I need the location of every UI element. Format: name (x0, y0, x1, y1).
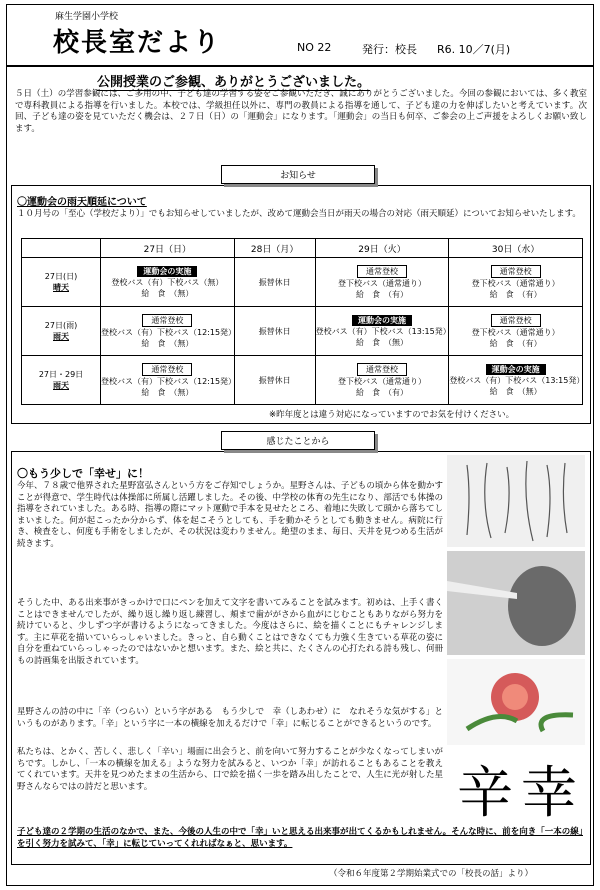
portrait-photo (447, 551, 585, 655)
essay-closing: 子ども達の２学期の生活のなかで、また、今後の人生の中で「幸」いと思える出来事が出てくるかもしれません。そんな時に、前を向き「一本の線」を引く努力を試みて、「幸」に転じていってくれればなぁと、思います。 (17, 827, 583, 849)
notice-label: お知らせ (221, 165, 375, 184)
row-header: 27日(日) 晴天 (22, 258, 101, 307)
intro-paragraph: ５日（土）の学習参観には、ご多用の中、子ども達の学習する姿をご参観いただき、誠にありがとうございました。今回の参観においては、多く教室で専科教員による指導を行いました。本校では、学級担任以外に、専門の教員による指導を通して、子ども達の力を伸ばしたいと考えています。次回、子ども達の姿を見ていただく機会は、２７日（日）の「運動会」になります。「運動会」の当日も何卒、ご参会の上ご声援をよろしくお願い致します。 (15, 89, 587, 134)
essay-paragraph-1: 今年、７８歳で他界された星野富弘さんという方をご存知でしょうか。星野さんは、子どもの頃から体を動かすことが得意で、学生時代は体操部に所属し活躍しました。その後、中学校の体育の先生になり、部活でも体操の指導をされていました。ある時、指導の際にマット運動で手本を見せたところ、着地に失敗して頭から落ちてしまいました。何が起こったか分からず、体を起こそうとしても、手を動かそうとしても動きません。病院に行き、検査をし、何度も手術をしましたが、その状況は変わりません。絶望のまま、毎日、天井を見つめる生活が続きます。 (17, 481, 443, 549)
essay-title: 〇もう少しで「幸せ」に！ (17, 467, 149, 480)
notice-subtitle: 〇運動会の雨天順延について (17, 197, 147, 208)
newsletter-page (6, 4, 594, 886)
schedule-cell: 振替休日 (234, 356, 315, 405)
notice-text: １０月号の「至心（学校だより）」でもお知らせしていましたが、改めて運動会当日が雨天の場合の対応（雨天順延）についてお知らせいたします。 (17, 209, 581, 219)
schedule-cell: 通常登校 登下校バス（通常通り） 給 食 （有） (315, 258, 449, 307)
schedule-cell: 振替休日 (234, 307, 315, 356)
schedule-cell: 通常登校 登下校バス（通常通り） 給 食 （有） (449, 307, 583, 356)
school-name: 麻生学園小学校 (55, 12, 119, 22)
handwriting-sketch (447, 455, 585, 547)
row-header: 27日(雨) 雨天 (22, 307, 101, 356)
schedule-cell: 通常登校 登校バス（有）下校バス（12:15発） 給 食 （無） (101, 356, 235, 405)
schedule-cell: 通常登校 登下校バス（通常通り） 給 食 （有） (315, 356, 449, 405)
schedule-cell: 振替休日 (234, 258, 315, 307)
headline: 公開授業のご参観、ありがとうございました。 (97, 71, 370, 91)
col-header: 29日（火） (315, 239, 449, 258)
essay-source: （令和６年度第２学期始業式での「校長の話」より） (329, 869, 534, 879)
rain-schedule-table (21, 238, 583, 405)
notice-footnote: ※昨年度とは違う対応になっていますのでお気を付けください。 (269, 410, 515, 420)
publisher: 発行：校長 (362, 43, 417, 56)
row-header: 27日・29日 雨天 (22, 356, 101, 405)
issue-date: R6. 10／7(月) (437, 43, 511, 56)
schedule-cell: 通常登校 登下校バス（通常通り） 給 食 （有） (449, 258, 583, 307)
schedule-cell: 運動会の実施 登校バス（有）下校バス（無） 給 食 （無） (101, 258, 235, 307)
essay-paragraph-2: そうした中、ある出来事がきっかけで口にペンを加えて文字を書いてみることを試みます。初めは、上手く書くことはできませんでしたが、繰り返し繰り返し練習し、頬まで歯ががさから血がにじむこともありながら努力を続けていると、少しずつ字が書けるようになってきました。今度はさらに、絵を描くことにもチャレンジします。主に草花を描いていらっしゃいました。きっと、自ら動くことはできなくても力強く生きている草花の姿に自分を重ねていらっしゃったのではないかと想います。また、絵と共に、たくさんの心打たれる詩も残し、何冊もの詩画集を出版されています。 (17, 598, 443, 666)
peony-painting (447, 659, 585, 745)
schedule-cell: 運動会の実施 登校バス（有）下校バス（13:15発） 給 食 （無） (449, 356, 583, 405)
issue-number: NO 22 (297, 41, 332, 54)
schedule-cell: 運動会の実施 登校バス（有）下校バス（13:15発） 給 食 （無） (315, 307, 449, 356)
header-rule (7, 65, 593, 67)
essay-paragraph-3: 星野さんの詩の中に「辛（つらい）という字がある もう少しで 幸（しあわせ）に なれそうな気がする」というものがあります。「辛」という字に一本の横線を加えるだけで「幸」に転じることができるというのです。 (17, 707, 443, 729)
schedule-cell: 通常登校 登校バス（有）下校バス（12:15発） 給 食 （無） (101, 307, 235, 356)
table-row (22, 307, 583, 356)
corner-cell (22, 239, 101, 258)
kanji-tsurai: 辛 (457, 761, 513, 826)
essay-paragraph-4: 私たちは、とかく、苦しく、悲しく「辛い」場面に出会うと、前を向いて努力することが少なくなってしまいがちです。しかし、「一本の横線を加える」ような努力を試みると、いつか「幸」が訪れることもあることを教えてくれています。天井を見つめたままの生活から、口で絵を描く一歩を踏み出したことで、人生に光が射した星野さんならではの詩だと思います。 (17, 747, 443, 792)
table-row (22, 356, 583, 405)
peony-sketch (447, 659, 585, 745)
portrait-sketch (447, 551, 585, 655)
table-row (22, 258, 583, 307)
essay-label: 感じたことから (221, 431, 375, 450)
col-header: 28日（月） (234, 239, 315, 258)
newsletter-title: 校長室だより (53, 28, 222, 58)
col-header: 30日（水） (449, 239, 583, 258)
handwriting-photo (447, 455, 585, 547)
col-header: 27日（日） (101, 239, 235, 258)
kanji-shiawase: 幸 (521, 761, 577, 826)
